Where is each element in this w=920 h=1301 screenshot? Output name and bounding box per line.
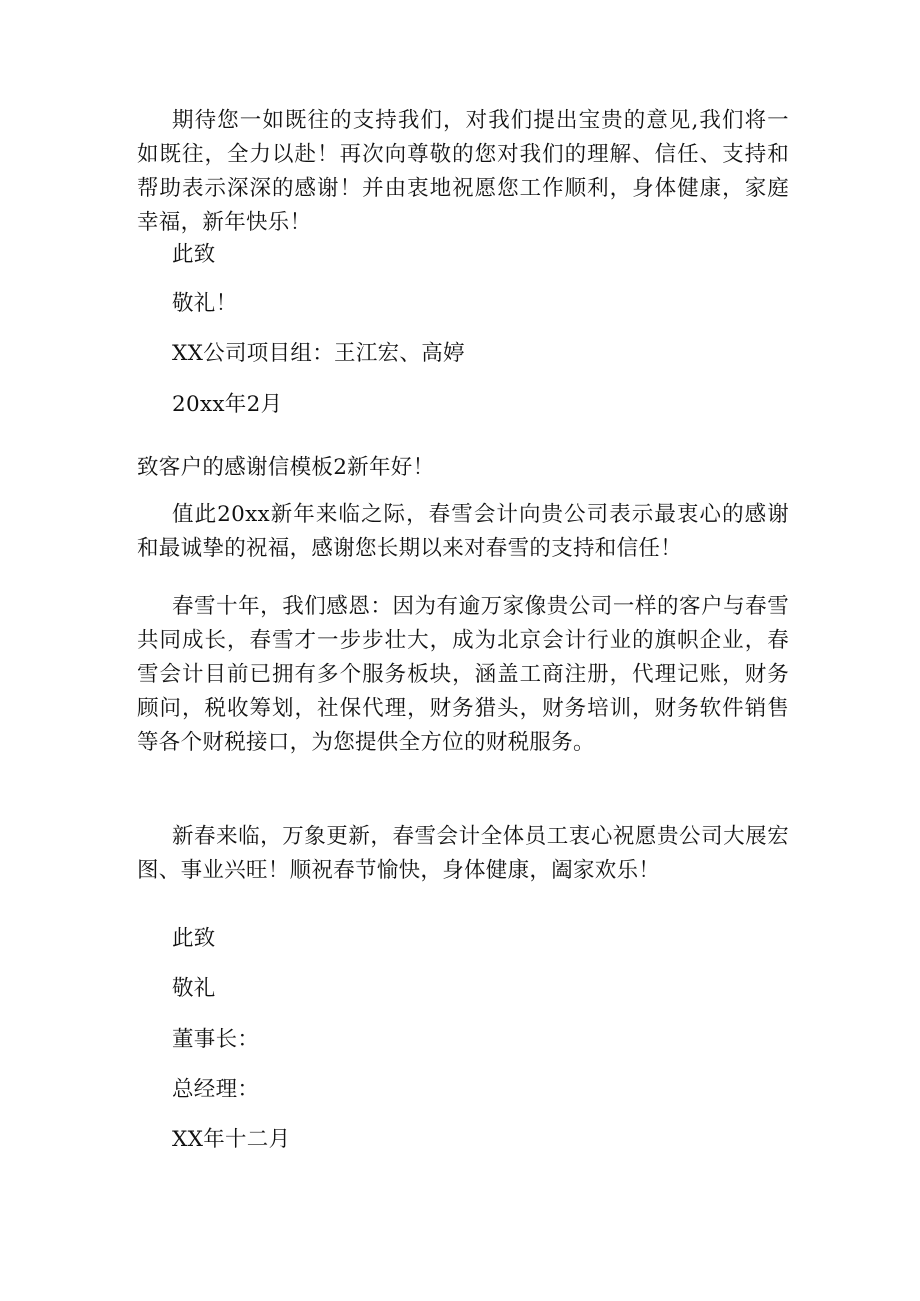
- letter1-date: 20xx年2月: [172, 392, 283, 417]
- letter1-closing-paragraph: 期待您一如既往的支持我们，对我们提出宝贵的意见,我们将一如既往，全力以赴！再次向尊敬的您对我们的理解、信任、支持和帮助表示深深的感谢！并由衷地祝愿您工作顺利，身体健康，家庭幸福，新年快乐！: [137, 108, 789, 235]
- letter2-paragraph-3: 新春来临，万象更新，春雪会计全体员工衷心祝愿贵公司大展宏图、事业兴旺！顺祝春节愉快，身体健康，阖家欢乐！: [137, 824, 789, 883]
- letter2-date: XX年十二月: [172, 1127, 291, 1152]
- letter2-salutation-jing-li: 敬礼: [172, 976, 216, 1001]
- letter1-salutation-ci-zhi: 此致: [172, 242, 216, 267]
- letter1-salutation-jing-li: 敬礼！: [172, 291, 238, 316]
- letter2-general-manager-label: 总经理：: [172, 1077, 260, 1102]
- letter2-salutation-ci-zhi: 此致: [172, 926, 216, 951]
- letter1-signature: XX公司项目组：王江宏、高婷: [172, 341, 465, 366]
- letter2-paragraph-1: 值此20xx新年来临之际，春雪会计向贵公司表示最衷心的感谢和最诚挚的祝福，感谢您长期以来对春雪的支持和信任！: [137, 502, 789, 561]
- letter2-chairman-label: 董事长：: [172, 1027, 260, 1052]
- letter2-paragraph-2: 春雪十年，我们感恩：因为有逾万家像贵公司一样的客户与春雪共同成长，春雪才一步步壮大，成为北京会计行业的旗帜企业，春雪会计目前已拥有多个服务板块，涵盖工商注册，代理记账，财务顾问，税收筹划，社保代理，财务猎头，财务培训，财务软件销售等各个财税接口，为您提供全方位的财税服务。: [137, 594, 789, 755]
- letter2-heading: 致客户的感谢信模板2新年好！: [137, 455, 435, 480]
